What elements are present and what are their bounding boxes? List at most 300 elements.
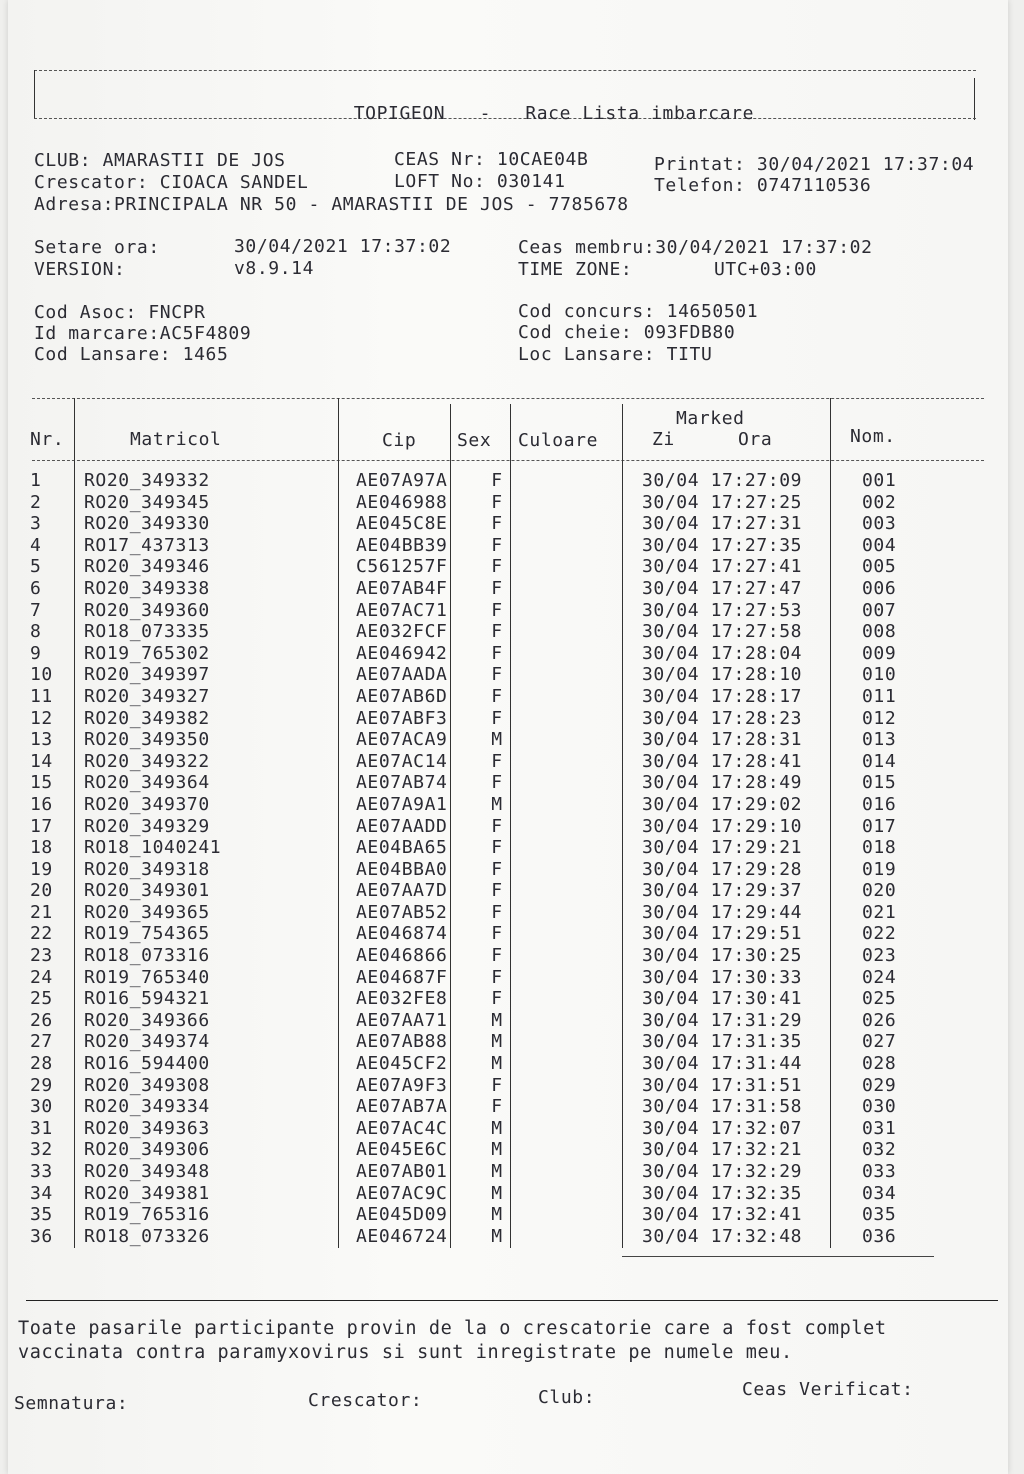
club-field: CLUB: AMARASTII DE JOS xyxy=(34,150,286,171)
sex-cell: F xyxy=(491,837,503,859)
row-number: 13 xyxy=(30,729,53,751)
culoare-cell xyxy=(526,578,638,600)
row-number: 12 xyxy=(30,707,53,729)
nom-cell: 030 xyxy=(862,1096,897,1118)
table-row xyxy=(30,923,942,945)
matricol-cell: RO20_349345 xyxy=(84,491,210,513)
sex-cell: F xyxy=(491,470,503,491)
sex-cell: F xyxy=(491,599,503,621)
header-nom: Nom. xyxy=(850,426,896,447)
marked-cell: 30/04 17:32:07 xyxy=(642,1117,803,1139)
setare-ora-value: 30/04/2021 17:37:02 xyxy=(234,236,452,257)
cip-cell: AE07AB88 xyxy=(356,1031,448,1053)
cip-cell: AE07ABF3 xyxy=(356,707,448,729)
culoare-cell xyxy=(526,535,638,557)
marked-cell: 30/04 17:28:23 xyxy=(642,707,803,729)
culoare-cell xyxy=(526,772,638,794)
matricol-cell: RO20_349329 xyxy=(84,815,210,837)
cip-cell: AE07AB4F xyxy=(356,577,448,599)
nom-cell: 003 xyxy=(862,513,897,535)
cip-cell: AE07AC71 xyxy=(356,599,448,621)
nom-cell: 023 xyxy=(862,945,897,967)
title-box-top-border xyxy=(34,70,976,71)
footer-divider xyxy=(26,1300,998,1301)
row-number: 14 xyxy=(30,750,53,772)
ceas-nr-field: CEAS Nr: 10CAE04B xyxy=(394,149,589,170)
matricol-cell: RO19_765302 xyxy=(84,642,210,664)
sex-cell: F xyxy=(491,491,503,513)
sex-cell: M xyxy=(491,793,503,815)
matricol-cell: RO19_765340 xyxy=(84,966,210,988)
nom-cell: 020 xyxy=(862,880,897,902)
nom-cell: 011 xyxy=(862,685,897,707)
marked-cell: 30/04 17:29:21 xyxy=(642,837,803,859)
nom-cell: 027 xyxy=(862,1031,897,1053)
nom-cell: 033 xyxy=(862,1161,897,1182)
marked-cell: 30/04 17:27:41 xyxy=(642,556,803,578)
table-row xyxy=(30,470,942,492)
marked-cell: 30/04 17:27:31 xyxy=(642,513,803,535)
nom-cell: 028 xyxy=(862,1053,897,1075)
table-row xyxy=(30,513,942,535)
cip-cell: AE07AB74 xyxy=(356,772,448,794)
marked-cell: 30/04 17:32:48 xyxy=(642,1225,803,1247)
cip-cell: C561257F xyxy=(356,556,448,578)
matricol-cell: RO20_349350 xyxy=(84,729,210,751)
sex-cell: M xyxy=(491,1117,503,1139)
nom-cell: 024 xyxy=(862,966,897,988)
cod-lansare-field: Cod Lansare: 1465 xyxy=(34,344,229,365)
sex-cell: M xyxy=(491,1182,503,1204)
culoare-cell xyxy=(526,967,638,989)
row-number: 35 xyxy=(30,1204,53,1226)
table-row xyxy=(30,643,942,665)
cip-cell: AE046874 xyxy=(356,923,448,945)
sex-cell: F xyxy=(491,880,503,902)
row-number: 1 xyxy=(30,470,42,491)
club-signature-label: Club: xyxy=(538,1387,596,1408)
marked-cell: 30/04 17:32:21 xyxy=(642,1139,803,1161)
cip-cell: AE046942 xyxy=(356,642,448,664)
cip-cell: AE07AC4C xyxy=(356,1117,448,1139)
row-number: 30 xyxy=(30,1096,53,1118)
signature-label: Semnatura: xyxy=(14,1393,129,1414)
sex-cell: M xyxy=(491,1161,503,1182)
marked-cell: 30/04 17:29:02 xyxy=(642,793,803,815)
nom-cell: 025 xyxy=(862,988,897,1010)
marked-cell: 30/04 17:29:51 xyxy=(642,923,803,945)
header-sex: Sex xyxy=(457,430,492,451)
row-number: 17 xyxy=(30,815,53,837)
culoare-cell xyxy=(526,751,638,773)
sex-cell: F xyxy=(491,750,503,772)
title-separator: - xyxy=(479,103,491,124)
nom-cell: 008 xyxy=(862,621,897,643)
nom-cell: 006 xyxy=(862,577,897,599)
sex-cell: M xyxy=(491,1204,503,1226)
row-number: 8 xyxy=(30,621,42,643)
header-culoare: Culoare xyxy=(518,430,599,451)
table-row xyxy=(30,794,942,816)
marked-cell: 30/04 17:29:37 xyxy=(642,880,803,902)
cip-cell: AE045D09 xyxy=(356,1204,448,1226)
ceas-membru-field: Ceas membru:30/04/2021 17:37:02 xyxy=(518,237,873,258)
row-number: 2 xyxy=(30,491,42,513)
app-name: TOPIGEON xyxy=(353,103,446,124)
cip-cell: AE04BBA0 xyxy=(356,858,448,880)
matricol-cell: RO20_349318 xyxy=(84,858,210,880)
table-row xyxy=(30,1139,942,1161)
culoare-cell xyxy=(526,686,638,708)
culoare-cell xyxy=(526,1096,638,1118)
culoare-cell xyxy=(526,1118,638,1140)
sex-cell: F xyxy=(491,966,503,988)
nom-cell: 035 xyxy=(862,1204,897,1226)
matricol-cell: RO18_073316 xyxy=(84,945,210,967)
marked-cell: 30/04 17:29:44 xyxy=(642,901,803,923)
matricol-cell: RO16_594400 xyxy=(84,1053,210,1075)
culoare-cell xyxy=(526,600,638,622)
cod-asoc-field: Cod Asoc: FNCPR xyxy=(34,302,206,323)
title-box-left-border xyxy=(34,70,35,118)
matricol-cell: RO20_349397 xyxy=(84,664,210,686)
cod-concurs-field: Cod concurs: 14650501 xyxy=(518,301,759,322)
row-number: 15 xyxy=(30,772,53,794)
table-row xyxy=(30,880,942,902)
culoare-cell xyxy=(526,1226,638,1248)
cip-cell: AE046866 xyxy=(356,945,448,967)
culoare-cell xyxy=(526,470,638,492)
sex-cell: M xyxy=(491,729,503,751)
culoare-cell xyxy=(526,988,638,1010)
ceas-verificat-label: Ceas Verificat: xyxy=(742,1379,914,1400)
culoare-cell xyxy=(526,1204,638,1226)
marked-cell: 30/04 17:28:17 xyxy=(642,685,803,707)
table-header-top-border xyxy=(32,398,984,399)
culoare-cell xyxy=(526,859,638,881)
marked-cell: 30/04 17:27:25 xyxy=(642,491,803,513)
marked-cell: 30/04 17:29:28 xyxy=(642,858,803,880)
nom-cell: 022 xyxy=(862,923,897,945)
cip-cell: AE04BB39 xyxy=(356,534,448,556)
adresa-field: Adresa:PRINCIPALA NR 50 - AMARASTII DE JOS - 7785678 xyxy=(34,194,629,215)
culoare-cell xyxy=(526,708,638,730)
culoare-cell xyxy=(526,513,638,535)
culoare-cell xyxy=(526,1139,638,1161)
cip-cell: AE07AB7A xyxy=(356,1096,448,1118)
row-number: 24 xyxy=(30,966,53,988)
nom-cell: 034 xyxy=(862,1182,897,1204)
culoare-cell xyxy=(526,1053,638,1075)
statement-line-2: vaccinata contra paramyxovirus si sunt inregistrate pe numele meu. xyxy=(18,1342,793,1363)
time-zone-label: TIME ZONE: xyxy=(518,259,633,280)
header-zi: Zi xyxy=(652,429,675,450)
pigeon-table xyxy=(30,470,942,1247)
row-number: 21 xyxy=(30,901,53,923)
marked-cell: 30/04 17:27:58 xyxy=(642,621,803,643)
cip-cell: AE045C8E xyxy=(356,513,448,535)
cod-cheie-field: Cod cheie: 093FDB80 xyxy=(518,322,736,343)
row-number: 16 xyxy=(30,793,53,815)
nom-cell: 029 xyxy=(862,1074,897,1096)
row-number: 29 xyxy=(30,1074,53,1096)
sex-cell: M xyxy=(491,1053,503,1075)
culoare-cell xyxy=(526,1031,638,1053)
marked-cell: 30/04 17:30:41 xyxy=(642,988,803,1010)
marked-cell: 30/04 17:27:53 xyxy=(642,599,803,621)
nom-cell: 032 xyxy=(862,1139,897,1161)
nom-cell: 001 xyxy=(862,470,897,491)
sex-cell: F xyxy=(491,534,503,556)
nom-cell: 013 xyxy=(862,729,897,751)
sex-cell: M xyxy=(491,1139,503,1161)
statement-line-1: Toate pasarile participante provin de la o crescatorie care a fost complet xyxy=(18,1318,887,1339)
matricol-cell: RO17_437313 xyxy=(84,534,210,556)
matricol-cell: RO18_073326 xyxy=(84,1225,210,1247)
sex-cell: F xyxy=(491,707,503,729)
table-row xyxy=(30,1118,942,1140)
cip-cell: AE07A9F3 xyxy=(356,1074,448,1096)
matricol-cell: RO20_349334 xyxy=(84,1096,210,1118)
marked-cell: 30/04 17:27:35 xyxy=(642,534,803,556)
nom-cell: 010 xyxy=(862,664,897,686)
sex-cell: M xyxy=(491,1009,503,1031)
row-number: 34 xyxy=(30,1182,53,1204)
culoare-cell xyxy=(526,556,638,578)
culoare-cell xyxy=(526,1075,638,1097)
table-row xyxy=(30,1075,942,1097)
table-row xyxy=(30,1161,942,1183)
culoare-cell xyxy=(526,492,638,514)
cip-cell: AE045E6C xyxy=(356,1139,448,1161)
cip-cell: AE032FE8 xyxy=(356,988,448,1010)
table-end-tick xyxy=(830,1222,831,1248)
title-box-right-border xyxy=(974,78,975,120)
row-number: 3 xyxy=(30,513,42,535)
nom-cell: 019 xyxy=(862,858,897,880)
row-number: 31 xyxy=(30,1117,53,1139)
sex-cell: F xyxy=(491,988,503,1010)
version-value: v8.9.14 xyxy=(234,258,315,279)
row-number: 23 xyxy=(30,945,53,967)
nom-cell: 012 xyxy=(862,707,897,729)
matricol-cell: RO20_349370 xyxy=(84,793,210,815)
cip-cell: AE04687F xyxy=(356,966,448,988)
table-row xyxy=(30,1204,942,1226)
marked-cell: 30/04 17:28:04 xyxy=(642,642,803,664)
matricol-cell: RO20_349381 xyxy=(84,1182,210,1204)
table-row xyxy=(30,816,942,838)
loft-no-field: LOFT No: 030141 xyxy=(394,171,566,192)
nom-cell: 021 xyxy=(862,901,897,923)
row-number: 32 xyxy=(30,1139,53,1161)
matricol-cell: RO20_349363 xyxy=(84,1117,210,1139)
sex-cell: F xyxy=(491,923,503,945)
marked-cell: 30/04 17:29:10 xyxy=(642,815,803,837)
marked-cell: 30/04 17:31:58 xyxy=(642,1096,803,1118)
table-row xyxy=(30,967,942,989)
cip-cell: AE045CF2 xyxy=(356,1053,448,1075)
nom-cell: 031 xyxy=(862,1117,897,1139)
row-number: 9 xyxy=(30,642,42,664)
table-row xyxy=(30,1096,942,1118)
marked-cell: 30/04 17:32:29 xyxy=(642,1161,803,1182)
culoare-cell xyxy=(526,880,638,902)
marked-cell: 30/04 17:30:25 xyxy=(642,945,803,967)
matricol-cell: RO20_349306 xyxy=(84,1139,210,1161)
id-marcare-field: Id marcare:AC5F4809 xyxy=(34,323,252,344)
sex-cell: F xyxy=(491,815,503,837)
nom-cell: 009 xyxy=(862,642,897,664)
matricol-cell: RO20_349346 xyxy=(84,556,210,578)
row-number: 4 xyxy=(30,534,42,556)
matricol-cell: RO20_349327 xyxy=(84,685,210,707)
sex-cell: F xyxy=(491,664,503,686)
marked-cell: 30/04 17:32:41 xyxy=(642,1204,803,1226)
table-row xyxy=(30,859,942,881)
sex-cell: F xyxy=(491,1074,503,1096)
marked-cell: 30/04 17:31:35 xyxy=(642,1031,803,1053)
table-row xyxy=(30,578,942,600)
matricol-cell: RO20_349301 xyxy=(84,880,210,902)
sex-cell: F xyxy=(491,556,503,578)
table-row xyxy=(30,535,942,557)
cip-cell: AE07ACA9 xyxy=(356,729,448,751)
matricol-cell: RO20_349322 xyxy=(84,750,210,772)
cip-cell: AE07AA7D xyxy=(356,880,448,902)
sex-cell: F xyxy=(491,621,503,643)
marked-cell: 30/04 17:28:41 xyxy=(642,750,803,772)
row-number: 27 xyxy=(30,1031,53,1053)
loc-lansare-field: Loc Lansare: TITU xyxy=(518,344,713,365)
culoare-cell xyxy=(526,729,638,751)
matricol-cell: RO20_349360 xyxy=(84,599,210,621)
culoare-cell xyxy=(526,664,638,686)
sex-cell: F xyxy=(491,1096,503,1118)
matricol-cell: RO20_349366 xyxy=(84,1009,210,1031)
sex-cell: M xyxy=(491,1225,503,1247)
crescator-signature-label: Crescator: xyxy=(308,1390,423,1411)
marked-cell: 30/04 17:28:49 xyxy=(642,772,803,794)
sex-cell: F xyxy=(491,685,503,707)
culoare-cell xyxy=(526,837,638,859)
table-end-line xyxy=(622,1256,934,1257)
cip-cell: AE07AB6D xyxy=(356,685,448,707)
marked-cell: 30/04 17:30:33 xyxy=(642,966,803,988)
table-row xyxy=(30,837,942,859)
table-row xyxy=(30,902,942,924)
row-number: 6 xyxy=(30,577,42,599)
cip-cell: AE032FCF xyxy=(356,621,448,643)
crescator-field: Crescator: CIOACA SANDEL xyxy=(34,172,309,193)
sex-cell: F xyxy=(491,513,503,535)
table-row xyxy=(30,1226,942,1248)
row-number: 25 xyxy=(30,988,53,1010)
marked-cell: 30/04 17:27:47 xyxy=(642,577,803,599)
cip-cell: AE07A97A xyxy=(356,470,448,491)
time-zone-value: UTC+03:00 xyxy=(714,259,817,280)
culoare-cell xyxy=(526,923,638,945)
culoare-cell xyxy=(526,794,638,816)
marked-cell: 30/04 17:31:29 xyxy=(642,1009,803,1031)
matricol-cell: RO16_594321 xyxy=(84,988,210,1010)
cip-cell: AE07AADA xyxy=(356,664,448,686)
matricol-cell: RO18_073335 xyxy=(84,621,210,643)
marked-cell: 30/04 17:32:35 xyxy=(642,1182,803,1204)
nom-cell: 015 xyxy=(862,772,897,794)
report-name: Race Lista imbarcare xyxy=(525,103,755,124)
cip-cell: AE046988 xyxy=(356,491,448,513)
sex-cell: F xyxy=(491,577,503,599)
row-number: 20 xyxy=(30,880,53,902)
sex-cell: F xyxy=(491,945,503,967)
row-number: 19 xyxy=(30,858,53,880)
header-nr: Nr. xyxy=(30,429,65,450)
nom-cell: 026 xyxy=(862,1009,897,1031)
culoare-cell xyxy=(526,621,638,643)
table-row xyxy=(30,492,942,514)
sex-cell: F xyxy=(491,642,503,664)
table-row xyxy=(30,686,942,708)
cip-cell: AE07AC14 xyxy=(356,750,448,772)
table-row xyxy=(30,600,942,622)
table-row xyxy=(30,708,942,730)
matricol-cell: RO20_349374 xyxy=(84,1031,210,1053)
cip-cell: AE07AB52 xyxy=(356,901,448,923)
table-row xyxy=(30,664,942,686)
printat-field: Printat: 30/04/2021 17:37:04 xyxy=(654,154,975,175)
cip-cell: AE07AADD xyxy=(356,815,448,837)
culoare-cell xyxy=(526,643,638,665)
marked-cell: 30/04 17:28:10 xyxy=(642,664,803,686)
culoare-cell xyxy=(526,1010,638,1032)
table-row xyxy=(30,772,942,794)
report-title xyxy=(308,82,754,145)
matricol-cell: RO20_349330 xyxy=(84,513,210,535)
cip-cell: AE07AA71 xyxy=(356,1009,448,1031)
marked-cell: 30/04 17:27:09 xyxy=(642,470,803,491)
cip-cell: AE046724 xyxy=(356,1225,448,1247)
marked-cell: 30/04 17:31:51 xyxy=(642,1074,803,1096)
matricol-cell: RO20_349348 xyxy=(84,1161,210,1182)
table-header-bottom-border xyxy=(32,460,984,461)
row-number: 26 xyxy=(30,1009,53,1031)
nom-cell: 005 xyxy=(862,556,897,578)
culoare-cell xyxy=(526,945,638,967)
header-matricol: Matricol xyxy=(130,429,222,450)
printed-receipt xyxy=(8,0,1008,1474)
cip-cell: AE07AB01 xyxy=(356,1161,448,1182)
row-number: 11 xyxy=(30,685,53,707)
nom-cell: 002 xyxy=(862,491,897,513)
sex-cell: F xyxy=(491,858,503,880)
table-row xyxy=(30,945,942,967)
sex-cell: F xyxy=(491,901,503,923)
table-row xyxy=(30,1031,942,1053)
row-number: 10 xyxy=(30,664,53,686)
culoare-cell xyxy=(526,816,638,838)
nom-cell: 018 xyxy=(862,837,897,859)
matricol-cell: RO18_1040241 xyxy=(84,837,222,859)
row-number: 22 xyxy=(30,923,53,945)
nom-cell: 017 xyxy=(862,815,897,837)
version-label: VERSION: xyxy=(34,259,126,280)
row-number: 33 xyxy=(30,1161,53,1182)
nom-cell: 004 xyxy=(862,534,897,556)
telefon-field: Telefon: 0747110536 xyxy=(654,175,872,196)
table-row xyxy=(30,1010,942,1032)
matricol-cell: RO19_754365 xyxy=(84,923,210,945)
